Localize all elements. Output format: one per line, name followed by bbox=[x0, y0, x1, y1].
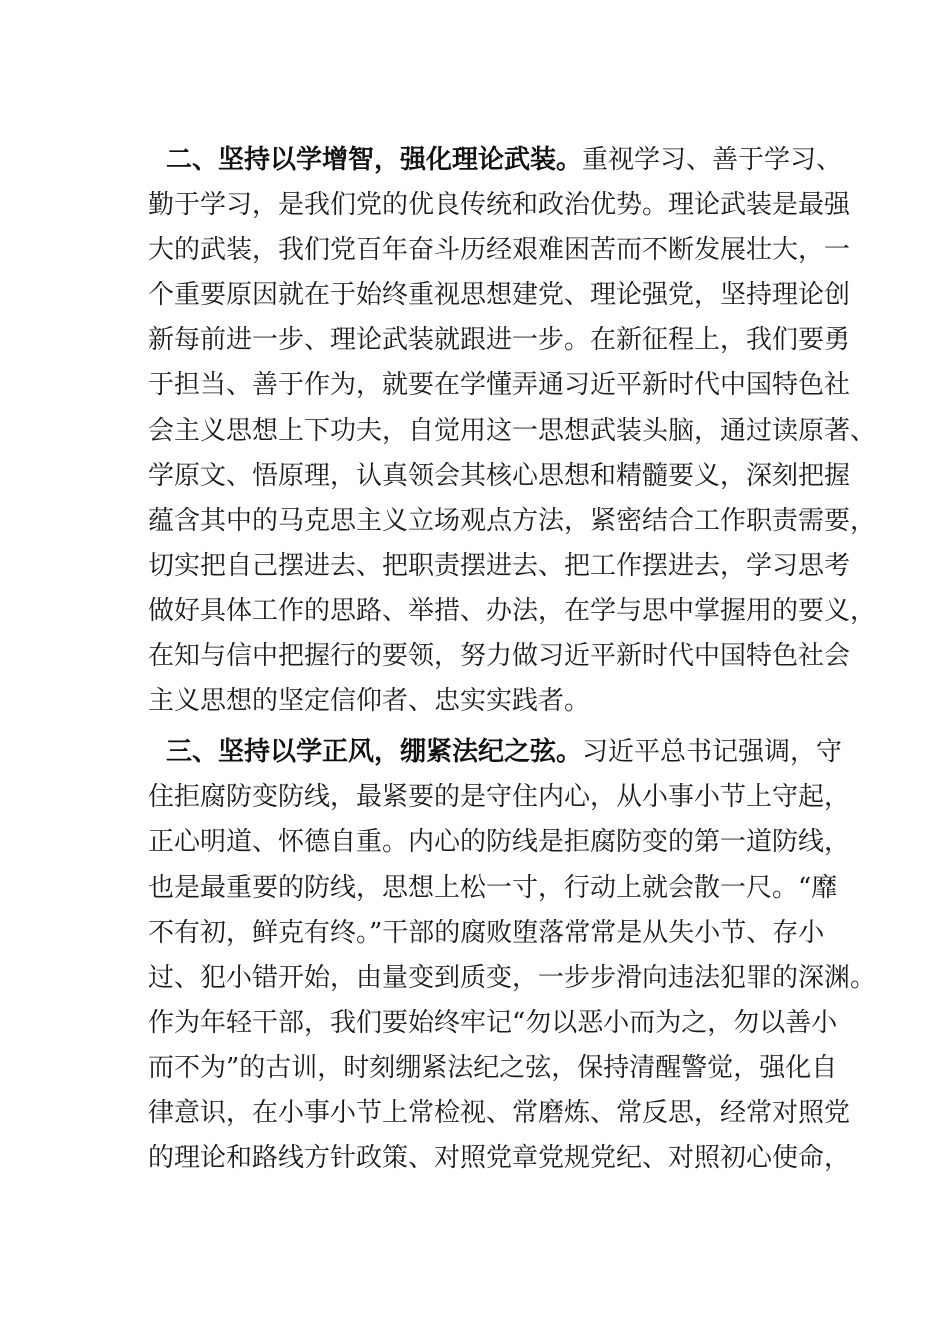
paragraph-line: 蕴含其中的马克思主义立场观点方法，紧密结合工作职责需要， bbox=[148, 505, 877, 536]
document-body bbox=[148, 138, 877, 1181]
paragraph-text: 重视学习、善于学习、 bbox=[582, 145, 843, 175]
section-2-paragraph bbox=[148, 138, 877, 724]
section-heading: 三、坚持以学正风，绷紧法纪之弦。 bbox=[166, 737, 583, 768]
paragraph-line: 会主义思想上下功夫，自觉用这一思想武装头脑，通过读原著、 bbox=[148, 415, 877, 446]
paragraph-first-line bbox=[148, 138, 843, 183]
paragraph-line: 的理论和路线方针政策、对照党章党规党纪、对照初心使命， bbox=[148, 1143, 851, 1174]
paragraph-line: 过、犯小错开始，由量变到质变，一步步滑向违法犯罪的深渊。 bbox=[148, 962, 877, 993]
paragraph-first-line bbox=[148, 730, 843, 775]
paragraph-line: 主义思想的坚定信仰者、忠实实践者。 bbox=[148, 686, 591, 717]
paragraph-line: 不有初，鲜克有终。”干部的腐败堕落常常是从失小节、存小 bbox=[148, 917, 825, 948]
paragraph-line: 切实把自己摆进去、把职责摆进去、把工作摆进去，学习思考 bbox=[148, 550, 851, 581]
paragraph-line: 于担当、善于作为，就要在学懂弄通习近平新时代中国特色社 bbox=[148, 370, 851, 401]
paragraph-line: 律意识，在小事小节上常检视、常磨炼、常反思，经常对照党 bbox=[148, 1097, 851, 1128]
paragraph-line: 大的武装，我们党百年奋斗历经艰难困苦而不断发展壮大，一 bbox=[148, 235, 851, 266]
paragraph-line: 住拒腐防变防线，最紧要的是守住内心，从小事小节上守起， bbox=[148, 782, 851, 813]
paragraph-line: 新每前进一步、理论武装就跟进一步。在新征程上，我们要勇 bbox=[148, 325, 851, 356]
paragraph-line: 勤于学习，是我们党的优良传统和政治优势。理论武装是最强 bbox=[148, 190, 851, 221]
paragraph-line: 作为年轻干部，我们要始终牢记“勿以恶小而为之，勿以善小 bbox=[148, 1007, 838, 1038]
paragraph-line: 学原文、悟原理，认真领会其核心思想和精髓要义，深刻把握 bbox=[148, 460, 851, 491]
paragraph-line: 而不为”的古训，时刻绷紧法纪之弦，保持清醒警觉，强化自 bbox=[148, 1052, 838, 1083]
paragraph-line: 也是最重要的防线，思想上松一寸，行动上就会散一尺。“靡 bbox=[148, 872, 838, 903]
section-3-paragraph bbox=[148, 730, 877, 1181]
section-heading: 二、坚持以学增智，强化理论武装。 bbox=[166, 145, 583, 175]
paragraph-line: 做好具体工作的思路、举措、办法，在学与思中掌握用的要义， bbox=[148, 595, 877, 626]
paragraph-line: 正心明道、怀德自重。内心的防线是拒腐防变的第一道防线， bbox=[148, 827, 851, 858]
paragraph-text: 习近平总书记强调，守 bbox=[582, 737, 843, 768]
paragraph-line: 在知与信中把握行的要领，努力做习近平新时代中国特色社会 bbox=[148, 641, 851, 672]
paragraph-line: 个重要原因就在于始终重视思想建党、理论强党，坚持理论创 bbox=[148, 280, 851, 311]
